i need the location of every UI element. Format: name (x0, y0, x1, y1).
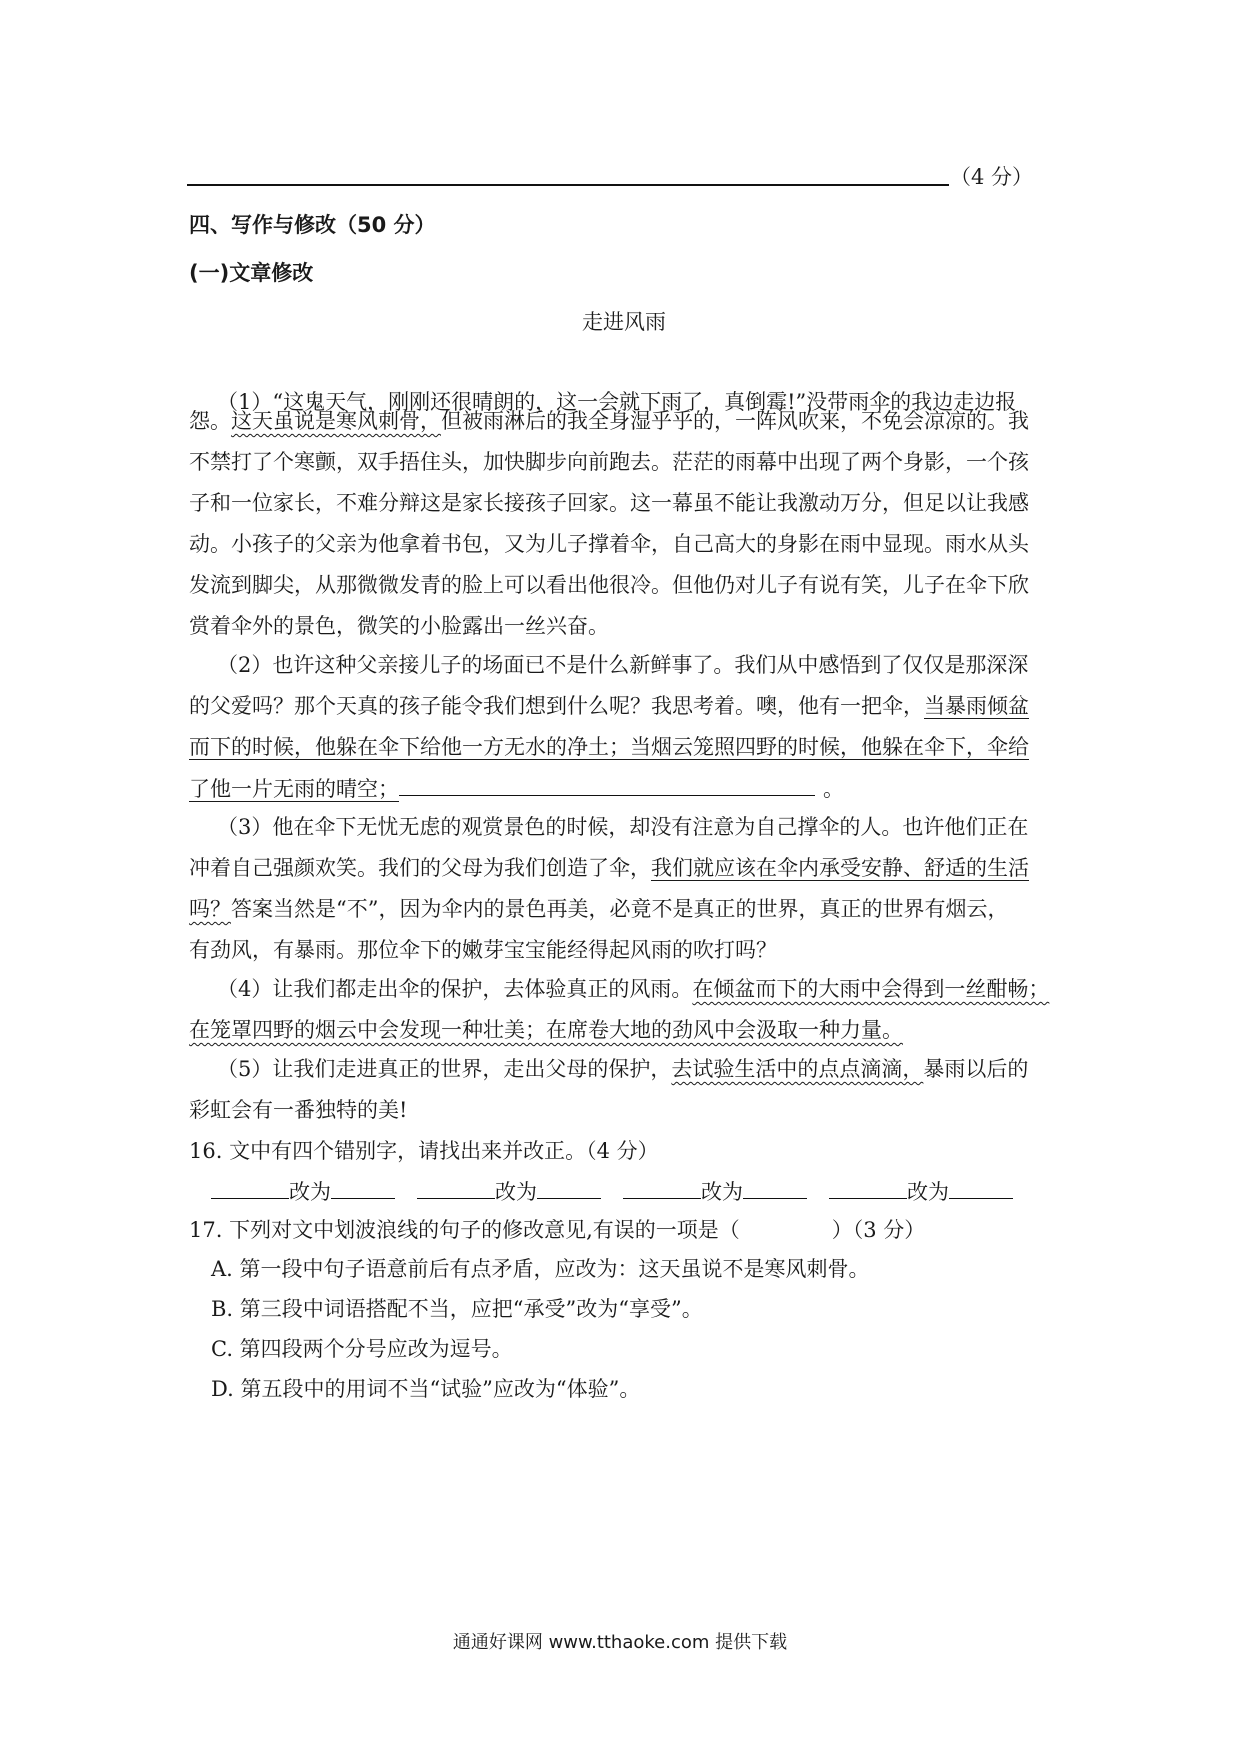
change-label: 改为 (289, 1180, 331, 1204)
q17-option-d: D. 第五段中的用词不当“试验”应改为“体验”。 (211, 1377, 641, 1401)
para2-line1: （2）也许这种父亲接儿子的场面已不是什么新鲜事了。我们从中感悟到了仅仅是那深深 (217, 653, 1029, 677)
q17-prompt (189, 1215, 1059, 1245)
para2-line2 (189, 691, 1059, 721)
q17-option-a: A. 第一段中句子语意前后有点矛盾，应改为：这天虽说不是寒风刺骨。 (211, 1257, 870, 1281)
para2-line3 (189, 732, 1059, 762)
para1-text: 但被雨淋后的我全身湿乎乎的，一阵风吹来，不免会凉凉的。我 (441, 409, 1029, 433)
para3-line1: （3）他在伞下无忧无虑的观赏景色的时候，却没有注意为自己撑伞的人。也许他们正在 (217, 815, 1029, 839)
underlined-sentence: 而下的时候，他躲在伞下给他一方无水的净土；当烟云笼照四野的时候，他躲在伞下，伞给 (189, 735, 1029, 759)
wrong-char-blank-1[interactable] (211, 1176, 289, 1199)
para3-line2 (189, 853, 1059, 883)
para3-text: 答案当然是“不”，因为伞内的景色再美，必竟不是真正的世界，真正的世界有烟云， (231, 897, 1009, 921)
wavy-sentence-4: 去试验生活中的点点滴滴， (671, 1057, 924, 1081)
para1-line4: 子和一位家长，不难分辩这是家长接孩子回家。这一幕虽不能让我激动万分，但足以让我感 (189, 491, 1029, 515)
q16-prompt: 16. 文中有四个错别字，请找出来并改正。（4 分） (189, 1139, 659, 1163)
q17-score: ）（3 分） (831, 1218, 926, 1242)
wrong-char-blank-4[interactable] (829, 1176, 907, 1199)
wavy-sentence-3: 在倾盆而下的大雨中会得到一丝酣畅； (692, 977, 1050, 1001)
subsection-one-heading: (一)文章修改 (189, 261, 314, 285)
underlined-sentence: 了他一片无雨的晴空； (189, 777, 399, 801)
q17-text: 17. 下列对文中划波浪线的句子的修改意见,有误的一项是（ (189, 1218, 740, 1242)
answer-blank-line (187, 184, 949, 186)
q16-answer-row (211, 1176, 1063, 1207)
wrong-char-blank-2[interactable] (417, 1176, 495, 1199)
para5-line1 (217, 1054, 1087, 1084)
correct-char-blank-4[interactable] (949, 1176, 1013, 1199)
para3-line3 (189, 894, 1059, 924)
q17-option-c: C. 第四段两个分号应改为逗号。 (211, 1337, 513, 1361)
para2-line4 (189, 773, 1059, 804)
para4-text: （4）让我们都走出伞的保护，去体验真正的风雨。 (217, 977, 693, 1001)
article-title: 走进风雨 (582, 310, 666, 334)
para5-line2: 彩虹会有一番独特的美! (189, 1098, 408, 1122)
change-label: 改为 (495, 1180, 537, 1204)
fill-in-blank[interactable] (399, 773, 815, 796)
q17-option-b: B. 第三段中词语搭配不当，应把“承受”改为“享受”。 (211, 1297, 703, 1321)
para1-line6: 发流到脚尖，从那微微发青的脸上可以看出他很冷。但他仍对儿子有说有笑，儿子在伞下欣 (189, 573, 1029, 597)
para2-text: 的父爱吗？那个天真的孩子能令我们想到什么呢？我思考着。噢，他有一把伞， (189, 694, 924, 718)
underlined-sentence: 我们就应该在伞内承受安静、舒适的生活 (651, 856, 1029, 880)
para2-end-mark: 。 (823, 777, 844, 801)
wavy-sentence-1: 这天虽说是寒风刺骨， (231, 409, 441, 433)
change-label: 改为 (907, 1180, 949, 1204)
para1-line3: 不禁打了个寒颤，双手捂住头，加快脚步向前跑去。茫茫的雨幕中出现了两个身影，一个孩 (189, 450, 1029, 474)
para4-line2 (189, 1015, 1059, 1045)
para3-line4: 有劲风，有暴雨。那位伞下的嫩芽宝宝能经得起风雨的吹打吗？ (189, 938, 777, 962)
wrong-char-blank-3[interactable] (623, 1176, 701, 1199)
para5-text: 暴雨以后的 (923, 1057, 1029, 1081)
correct-char-blank-2[interactable] (537, 1176, 601, 1199)
top-blank-score: （4 分） (950, 165, 1034, 189)
para1-line7: 赏着伞外的景色，微笑的小脸露出一丝兴奋。 (189, 614, 609, 638)
underlined-sentence: 当暴雨倾盆 (924, 694, 1029, 718)
para1-line1: （1）“这鬼天气，刚刚还很晴朗的，这一会就下雨了，真倒霉!”没带雨伞的我边走边报 (217, 390, 1017, 414)
para1-text: 怨。 (189, 409, 231, 433)
page-footer: 通通好课网 www.tthaoke.com 提供下载 (452, 1632, 788, 1653)
change-label: 改为 (701, 1180, 743, 1204)
para5-text: （5）让我们走进真正的世界，走出父母的保护， (217, 1057, 672, 1081)
para1-line2 (189, 406, 1059, 436)
wavy-sentence-2: 吗？ (189, 897, 231, 921)
correct-char-blank-3[interactable] (743, 1176, 807, 1199)
para4-line1 (217, 974, 1087, 1004)
para1-line5: 动。小孩子的父亲为他拿着书包，又为儿子撑着伞，自己高大的身影在雨中显现。雨水从头 (189, 532, 1029, 556)
section-four-heading: 四、写作与修改（50 分） (189, 213, 436, 237)
para3-text: 冲着自己强颜欢笑。我们的父母为我们创造了伞， (189, 856, 651, 880)
correct-char-blank-1[interactable] (331, 1176, 395, 1199)
wavy-sentence-3: 在笼罩四野的烟云中会发现一种壮美；在席卷大地的劲风中会汲取一种力量。 (189, 1018, 903, 1042)
